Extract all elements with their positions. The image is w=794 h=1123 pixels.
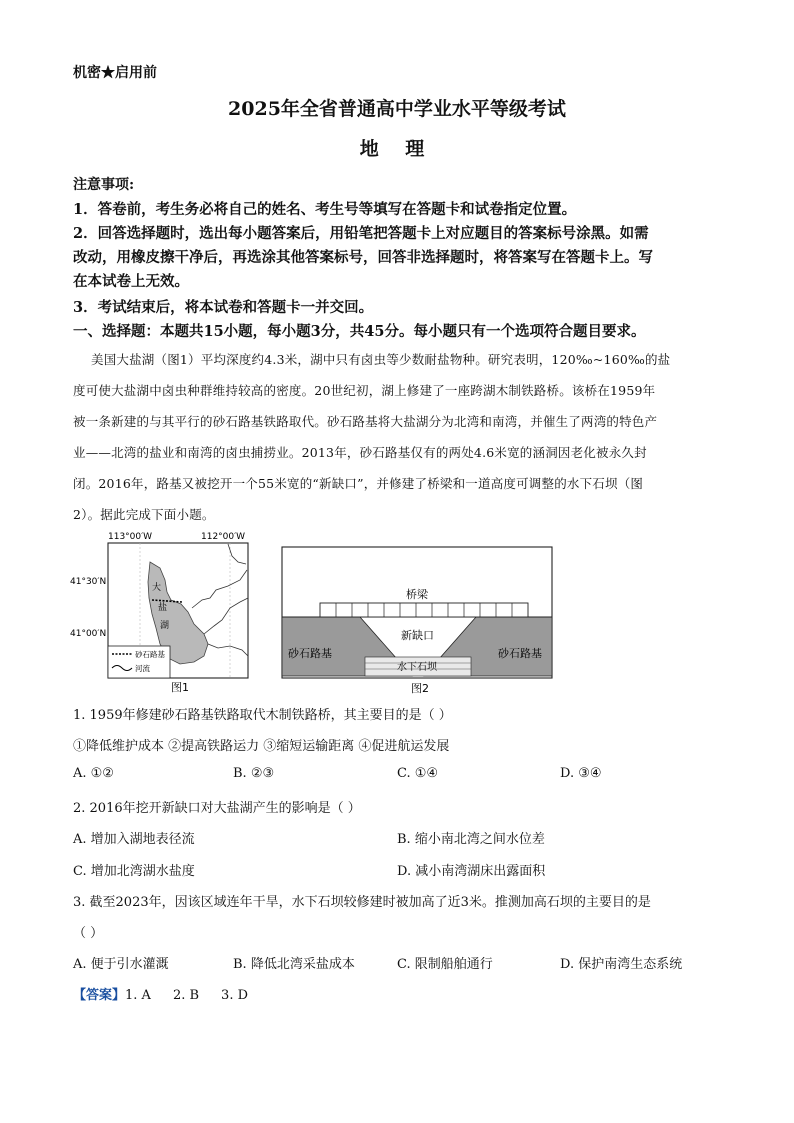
stem-line: 2）。据此完成下面小题。 [73, 507, 215, 522]
lake-label: 盐 [158, 603, 168, 613]
question-1-statements: ①降低维护成本 ②提高铁路运力 ③缩短运输距离 ④促进航运发展 [73, 739, 450, 754]
notice-line: 3．考试结束后，将本试卷和答题卡一并交回。 [73, 299, 374, 316]
answer-item: 2. B [172, 988, 200, 1003]
river-line [208, 644, 248, 656]
question-2-stem: 2. 2016年挖开新缺口对大盐湖产生的影响是（ ） [73, 801, 361, 816]
roadbed-left-label: 砂石路基 [288, 647, 332, 660]
stem-line: 被一条新建的与其平行的砂石路基铁路取代。砂石路基将大盐湖分为北湾和南湾，并催生了两湾的特色产 [73, 414, 658, 429]
question-1-option-b[interactable]: B. ②③ [233, 766, 275, 781]
question-1-option-c[interactable]: C. ①④ [397, 766, 439, 781]
figure2-caption: 图2 [411, 682, 429, 695]
river-line [228, 544, 246, 564]
question-2-option-b[interactable]: B. 缩小南北湾之间水位差 [397, 832, 545, 847]
question-1-option-d[interactable]: D. ③④ [560, 766, 602, 781]
subject-title: 地 理 [359, 138, 435, 160]
legend-river: 河流 [135, 664, 150, 673]
answer-item: 3. D [221, 988, 249, 1003]
answer-item: 1. A [125, 988, 151, 1003]
figure2-diagram [280, 545, 556, 695]
section-heading: 一、选择题：本题共15小题，每小题3分，共45分。每小题只有一个选项符合题目要求。 [73, 323, 646, 340]
question-3-stem-cont: （ ） [73, 926, 104, 941]
stem-line: 闭。2016年，路基又被挖开一个55米宽的“新缺口”，并修建了桥梁和一道高度可调整的水下石坝（图 [73, 476, 644, 491]
notice-heading: 注意事项: [73, 177, 135, 193]
bridge-shape [320, 603, 528, 617]
notice-line: 在本试卷上无效。 [73, 273, 189, 290]
dam-label: 水下石坝 [397, 662, 437, 673]
answer-line [73, 984, 248, 1003]
question-3-option-d[interactable]: D. 保护南湾生态系统 [560, 957, 683, 972]
notice-line: 改动，用橡皮擦干净后，再选涂其他答案标号，回答非选择题时，将答案写在答题卡上。写 [73, 249, 653, 266]
confidential-mark: 机密★启用前 [73, 65, 157, 81]
stem-line: 美国大盐湖（图1）平均深度约4.3米，湖中只有卤虫等少数耐盐物种。研究表明，120‰~160‰的盐 [91, 352, 671, 367]
question-3-option-c[interactable]: C. 限制船舶通行 [397, 957, 493, 972]
lake-label: 大 [152, 583, 162, 593]
question-1-option-a[interactable]: A. ①② [73, 766, 114, 781]
figure1-caption: 图1 [171, 681, 189, 694]
exam-title: 2025年全省普通高中学业水平等级考试 [228, 98, 566, 120]
stem-line: 业——北湾的盐业和南湾的卤虫捕捞业。2013年，砂石路基仅有的两处4.6米宽的涵洞因老化被永久封 [73, 445, 647, 460]
roadbed-right-label: 砂石路基 [498, 647, 542, 660]
river-line [204, 598, 248, 634]
lon-label-right: 112°00′W [201, 532, 246, 542]
notice-line: 2．回答选择题时，选出每小题答案后，用铅笔把答题卡上对应题目的答案标号涂黑。如需 [73, 225, 649, 242]
question-2-option-d[interactable]: D. 减小南湾湖床出露面积 [397, 864, 546, 879]
question-2-option-a[interactable]: A. 增加入湖地表径流 [73, 832, 195, 847]
question-2-option-c[interactable]: C. 增加北湾湖水盐度 [73, 864, 195, 879]
stem-line: 度可使大盐湖中卤虫种群维持较高的密度。20世纪初，湖上修建了一座跨湖木制铁路桥。该桥在1959年 [73, 383, 656, 398]
lat-label-top: 41°30′N [70, 577, 107, 587]
lake-label: 湖 [160, 621, 170, 631]
question-3-option-a[interactable]: A. 便于引水灌溉 [73, 957, 169, 972]
gap-label: 新缺口 [401, 629, 434, 642]
lat-label-bottom: 41°00′N [70, 629, 107, 639]
answer-tag: 【答案】 [73, 988, 126, 1003]
question-3-option-b[interactable]: B. 降低北湾采盐成本 [233, 957, 355, 972]
figure1-map [70, 528, 250, 694]
lon-label-left: 113°00′W [108, 532, 153, 542]
question-1-stem: 1. 1959年修建砂石路基铁路取代木制铁路桥，其主要目的是（ ） [73, 708, 452, 723]
bridge-label: 桥梁 [406, 588, 428, 601]
legend-road: 砂石路基 [135, 650, 165, 659]
notice-line: 1．答卷前，考生务必将自己的姓名、考生号等填写在答题卡和试卷指定位置。 [73, 201, 577, 218]
question-3-stem: 3. 截至2023年，因该区域连年干旱，水下石坝较修建时被加高了近3米。推测加高石坝的主要目的是 [73, 895, 651, 910]
